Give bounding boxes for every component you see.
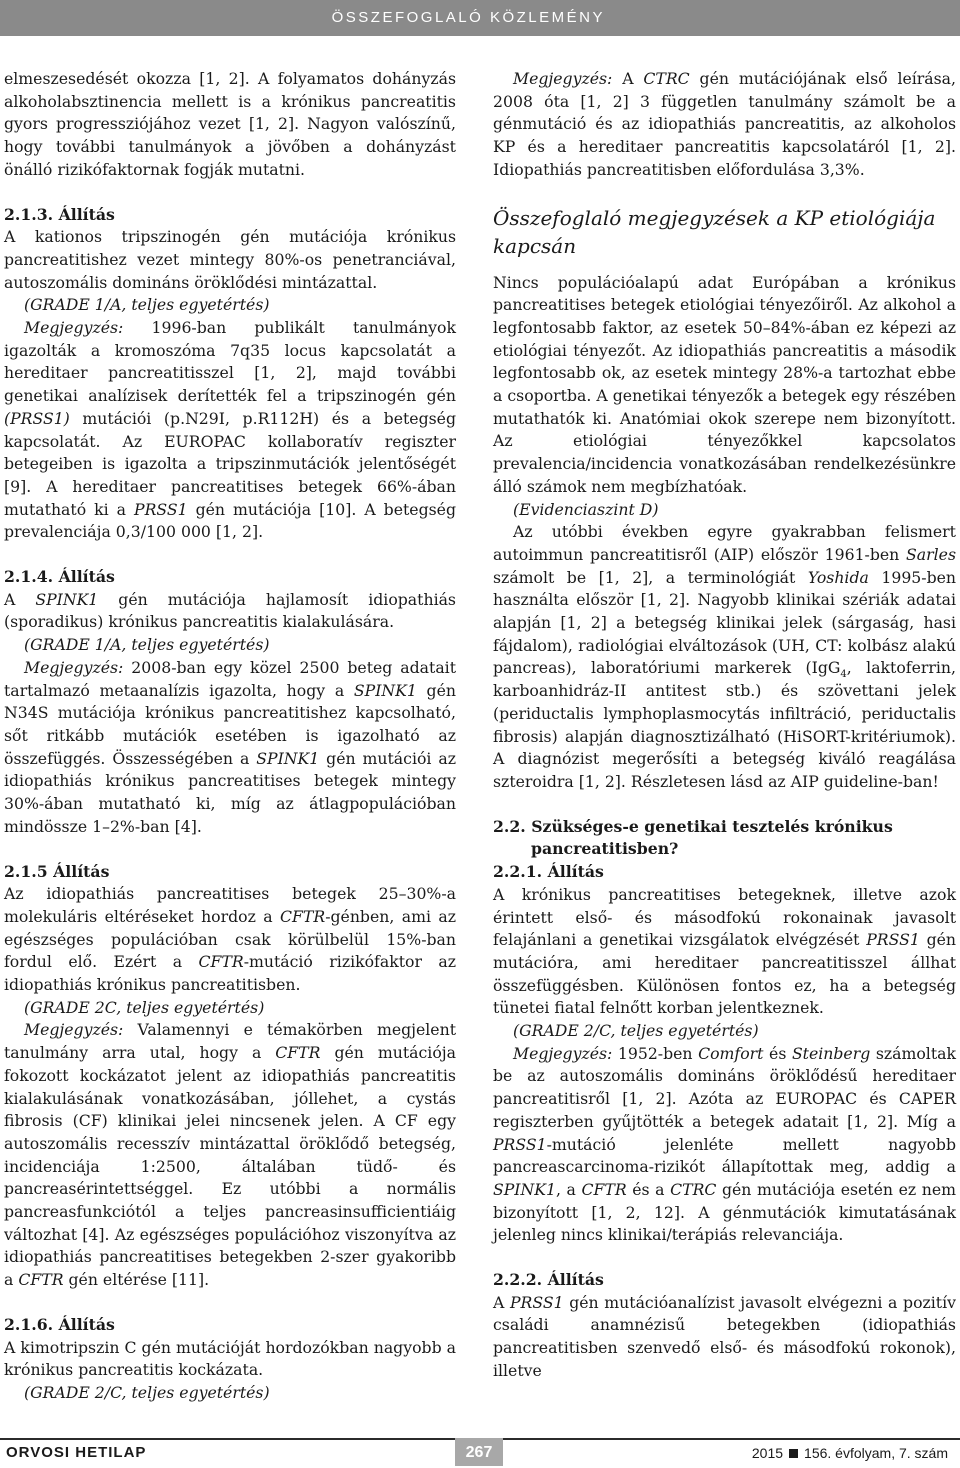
author-name: Sarles bbox=[906, 544, 956, 564]
author-name: Comfort bbox=[698, 1043, 764, 1063]
journal-name: ORVOSI HETILAP bbox=[6, 1444, 147, 1461]
statement-text: A bbox=[493, 1292, 510, 1312]
aip-text: számolt be [1, 2], a terminológiát bbox=[493, 567, 808, 587]
note-2-1-3 bbox=[4, 317, 456, 544]
heading-2-1-5: 2.1.5 Állítás bbox=[4, 861, 110, 881]
note-text: gén N34S mutációja krónikus pancreatitishez kapcsolható, sőt ritkább mutációk esetében is igazolható az összefüggés. Összességében a bbox=[4, 680, 456, 768]
grade-2-1-4: (GRADE 1/A, teljes egyetértés) bbox=[24, 635, 270, 655]
note-text: gén eltérése [11]. bbox=[63, 1270, 210, 1290]
subscript: 4 bbox=[840, 669, 847, 681]
heading-2-2-1: 2.2.1. Állítás bbox=[493, 862, 604, 882]
gene-name: (PRSS1) bbox=[4, 408, 70, 428]
gene-name: PRSS1 bbox=[134, 499, 188, 519]
footer bbox=[0, 1438, 960, 1466]
note-text: számoltak be az autoszomális domináns öröklődésű hereditaer pancreatitisről [1, 2]. Azóta az EUROPAC és CAPER regiszterben gyűjtötték a betegek adatait [1, 2]. Míg a bbox=[493, 1043, 956, 1131]
statement-2-1-5 bbox=[4, 883, 456, 997]
grade-2-1-5: (GRADE 2C, teljes egyetértés) bbox=[24, 997, 265, 1017]
gene-name: CTRC bbox=[670, 1179, 717, 1199]
gene-name: SPINK1 bbox=[35, 589, 99, 609]
note-text: 2008-ban egy közel 2500 beteg adatait tartalmazó metaanalízis igazolta, hogy a bbox=[4, 657, 456, 700]
section-label: ÖSSZEFOGLALÓ KÖZLEMÉNY bbox=[331, 9, 605, 26]
statement-text: -génben, ami az egészséges populációban csak körülbelül 15%-ban fordul elő. Ezért a bbox=[4, 906, 456, 972]
note-label: Megjegyzés: bbox=[513, 69, 613, 88]
gene-name: CTRC bbox=[643, 69, 690, 88]
statement-2-1-3: A kationos tripszinogén gén mutációja krónikus pancreatitishez vezet mintegy 80%-os penetranciával, autoszomális domináns öröklődési mintázattal. bbox=[4, 227, 456, 292]
aip-paragraph bbox=[493, 521, 956, 793]
gene-name: PRSS1 bbox=[509, 1292, 564, 1312]
statement-2-1-4 bbox=[4, 589, 456, 634]
note-2-1-4 bbox=[4, 657, 456, 839]
note-text: gén mutációjának első leírása, 2008 óta [1, 2] 3 független tanulmány számolt be a génmutáció és az idiopathiás pancreatitis, az alkoholos KP és a hereditaer pancreatitis kapcsolatáról [1, 2]. Idiopathiás pancreatitisben előfordulása 3,3%. bbox=[493, 69, 957, 179]
note-text: és a bbox=[626, 1179, 671, 1199]
heading-2-1-4: 2.1.4. Állítás bbox=[4, 567, 115, 587]
gene-name: CFTR bbox=[581, 1179, 627, 1199]
heading-2-2-2: 2.2.2. Állítás bbox=[493, 1270, 604, 1290]
note-label: Megjegyzés: bbox=[24, 1020, 124, 1040]
gene-name: CFTR bbox=[275, 1043, 321, 1063]
note-text: gén mutációja esetén ez nem bizonyított [1, 2, 12]. A génmutációk kimutatásának jelenleg nincs klinikai/terápiás relevanciája. bbox=[493, 1179, 956, 1245]
statement-text: A krónikus pancreatitises betegeknek, illetve azok érintett első- és másodfokú rokonainak javasolt felajánlani a genetikai vizsgálatok elvégzését bbox=[493, 884, 956, 950]
gene-name: PRSS1 bbox=[866, 930, 920, 950]
statement-2-2-1 bbox=[493, 884, 956, 1020]
volume: 156. évfolyam, 7. szám bbox=[804, 1445, 948, 1461]
grade-2-1-6: (GRADE 2/C, teljes egyetértés) bbox=[24, 1382, 270, 1402]
note-text: mutációi (p.N29I, p.R112H) és a betegség kapcsolatát. Az EUROPAC kollaboratív regiszter betegeiben is igazolta a tripszinmutációk jelentőségét [9]. A hereditaer pancreatitises betegek 66%-ában mutatható ki a bbox=[4, 408, 456, 519]
statement-text: A bbox=[4, 589, 36, 609]
statement-2-2-2 bbox=[493, 1292, 956, 1383]
section-title: Összefoglaló megjegyzések a KP etiológiája kapcsán bbox=[493, 205, 936, 258]
heading-2-1-6: 2.1.6. Állítás bbox=[4, 1314, 115, 1334]
note-label: Megjegyzés: bbox=[24, 318, 124, 338]
note-text: gén mutációi az idiopathiás krónikus pancreatitises betegek mintegy 30%-ában mutatható ki, míg az átlagpopulációban mindössze 1–2%-ban [4]. bbox=[4, 748, 456, 836]
gene-name: PRSS1 bbox=[493, 1134, 547, 1154]
note-text: A bbox=[612, 69, 644, 88]
note-text: és bbox=[763, 1043, 792, 1063]
header-bar bbox=[0, 0, 960, 36]
square-separator-icon bbox=[789, 1449, 798, 1458]
gene-name: SPINK1 bbox=[353, 680, 417, 700]
note-text: 1996-ban publikált tanulmányok igazolták a kromoszóma 7q35 locus kapcsolatát a hereditaer pancreatitisszel [1, 2], majd további genetikai analízisek derítették fel a tripszinogén gén bbox=[4, 318, 456, 406]
gene-name: CFTR bbox=[198, 952, 244, 972]
note-label: Megjegyzés: bbox=[24, 657, 124, 677]
note-2-1-5 bbox=[4, 1019, 456, 1291]
gene-name: CFTR bbox=[280, 906, 326, 926]
aip-text: , laktoferrin, karboanhidráz-II antitest stb.) és szövettani jelek (periductalis lymphoplasmocytás infiltráció, periductalis fibrosis) alapján diagnosztizálható (HiSORT-kritériumok). A diagnózist megerősíti a betegség kiváló reagálása szteroidra [1, 2]. Részletesen lásd az AIP guideline-ban! bbox=[493, 658, 956, 791]
author-name: Yoshida bbox=[807, 567, 869, 587]
statement-text: gén mutációanalízist javasolt elvégezni a pozitív családi anamnézisű betegekben (idiopathiás pancreatitisben szenvedő első- és másodfokú rokonok), illetve bbox=[493, 1292, 956, 1380]
intro-paragraph: elmeszesedését okozza [1, 2]. A folyamatos dohányzás alkoholabsztinencia mellett is a krónikus pancreatitis gyors progressziójához vezet [1, 2]. Nagyon valószínű, hogy további tanulmányok a jövőben a dohányzást önálló rizikófaktornak fogják mutatni. bbox=[4, 69, 456, 179]
gene-name: CFTR bbox=[18, 1270, 64, 1290]
statement-2-1-6: A kimotripszin C gén mutációját hordozókban nagyobb a krónikus pancreatitis kockázata. bbox=[4, 1337, 456, 1380]
issue-info bbox=[752, 1445, 948, 1461]
grade-2-2-1: (GRADE 2/C, teljes egyetértés) bbox=[513, 1021, 759, 1041]
note-text: 1952-ben bbox=[612, 1043, 699, 1063]
aip-text: 1995-ben használta először [1, 2]. Nagyobb klinikai szériák adatai alapján [1, 2] a betegség klinikai jelek (sárgaság, hasi fájdalom), radiológiai elváltozások (UH, CT: kolbász alakú pancreas), laboratóriumi markerek (IgG bbox=[493, 567, 957, 678]
page-number: 267 bbox=[455, 1438, 503, 1466]
year: 2015 bbox=[751, 1445, 784, 1461]
summary-paragraph: Nincs populációalapú adat Európában a krónikus pancreatitises betegek etiológiai tényezőiről. Az alkohol a legfontosabb faktor, az esetek 50–84%-ában ez képezi az etiológiai tényezőt. Az idiopathiás pancreatitis a második legfontosabb ok, az esetek mintegy 28%-a tartozhat ebbe a csoportba. A genetikai tényezők a betegek egy részében mutathatók ki. Anatómiai okok szerepe nem bizonyított. Az etiológiai tényezőkkel kapcsolatos prevalencia/incidencia vonatkozásában rendelkezésünkre álló számok nem megbízhatóak. bbox=[493, 272, 956, 496]
note-ctrc bbox=[493, 68, 956, 182]
statement-text: gén mutációra, ami hereditaer pancreatitisszel állhat összefüggésben. Különösen fontos ez, ha a betegség tünetei fiatal felnőtt korban jelentkeznek. bbox=[493, 930, 957, 1018]
note-label: Megjegyzés: bbox=[513, 1043, 613, 1063]
gene-name: SPINK1 bbox=[256, 748, 320, 768]
author-name: Steinberg bbox=[791, 1043, 871, 1063]
note-text: , a bbox=[555, 1179, 582, 1199]
heading-2-1-3: 2.1.3. Állítás bbox=[4, 204, 115, 224]
note-text: gén mutációja [10]. A betegség prevalenciája 0,3/100 000 [1, 2]. bbox=[4, 499, 456, 542]
statement-text: -mutáció rizikófaktor az idiopathiás krónikus pancreatitisben. bbox=[4, 952, 457, 995]
note-text: gén mutációja fokozott kockázatot jelent az idiopathiás pancreatitis kialakulásának vonatkozásában, jóllehet, a cystás fibrosis (CF) klinikai jelei nincsenek jelen. A CF egy autoszomális recesszív mintázattal öröklődő betegség, incidenciája 1:2500, általában tüdő- és pancreasérintettséggel. Ez utóbbi a normális pancreasfunkciótól a teljes pancreasinsufficientiáig változhat [4]. Az egészséges populációhoz viszonyítva az idiopathiás pancreatitises betegekben 2-szer gyakoribb a bbox=[4, 1043, 456, 1290]
note-text: Valamennyi e témakörben megjelent tanulmány arra utal, hogy a bbox=[4, 1020, 456, 1063]
gene-name: SPINK1 bbox=[493, 1179, 556, 1199]
right-column bbox=[493, 68, 956, 1383]
left-column bbox=[4, 68, 456, 1405]
note-2-2-1 bbox=[493, 1043, 956, 1247]
grade-2-1-3: (GRADE 1/A, teljes egyetértés) bbox=[24, 295, 270, 315]
note-text: -mutáció jelenléte mellett nagyobb pancreascarcinoma-rizikót állapítottak meg, addig a bbox=[493, 1134, 956, 1177]
statement-text: Az idiopathiás pancreatitises betegek 25–30%-a molekuláris eltéréseket hordoz a bbox=[4, 884, 456, 926]
evidence-level: (Evidenciaszint D) bbox=[513, 499, 659, 519]
aip-text: Az utóbbi években egyre gyakrabban felismert autoimmun pancreatitisről (AIP) először 1961-ben bbox=[493, 522, 956, 564]
heading-2-2: 2.2. Szükséges-e genetikai tesztelés krónikus pancreatitisben? bbox=[493, 816, 893, 859]
statement-text: gén mutációja hajlamosít idiopathiás (sporadikus) krónikus pancreatitis kialakulására. bbox=[4, 589, 456, 632]
